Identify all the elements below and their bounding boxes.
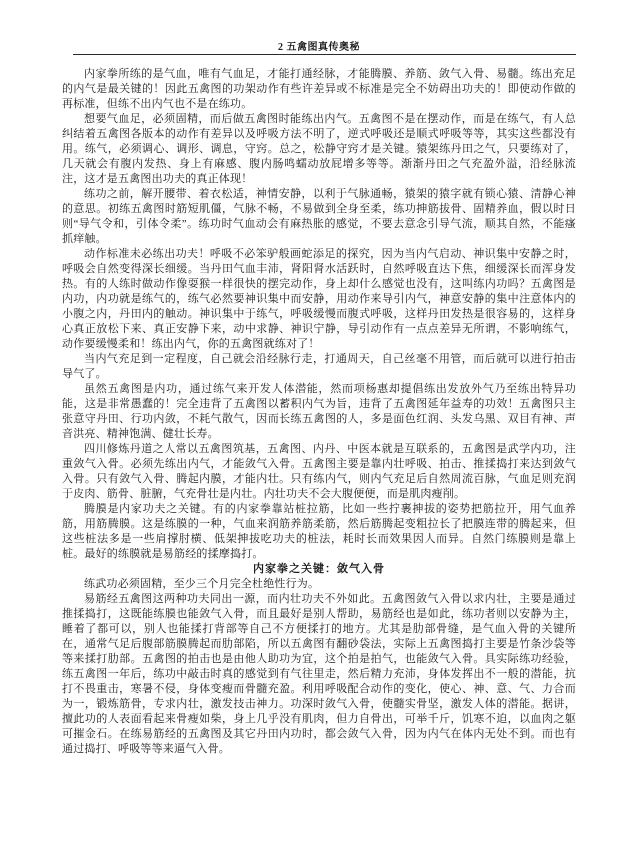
paragraph-2: 想要气血足，必须固精，而后做五禽图时能练出内气。五禽图不是在摆动作，而是在练气，有人总纠结着五禽图各版本的动作有差异以及呼吸方法不明了，逆式呼吸还是顺式呼吸等等，其实这些都没有用。练气，必须调心、调形、调息，守窍。总之，松静守窍才是关键。猿架练丹田之气，只要练对了，几天就会有腹内发热、身上有麻感、腹内肠鸣蠕动放屁增多等等。渐渐丹田之气充盈外溢，沿经脉流注，这才是五禽图出功夫的真正体现！: [62, 113, 576, 185]
paragraph-1: 内家拳所练的是气血，唯有气血足，才能打通经脉，才能腾膜、养筋、敛气入骨、易髓。练出充足的内气是最关键的！因此五禽图的功架动作有些许差异或不标准是完全不妨碍出功夫的！即使动作做的再标准，但练不出内气也不是在练功。: [62, 68, 576, 110]
paragraph-5: 当内气充足到一定程度，自己就会沿经脉行走，打通周天，自己丝毫不用管，而后就可以进行拍击导气了。: [62, 353, 576, 380]
section-heading: 内家拳之关键：敛气入骨: [253, 563, 385, 575]
header-rule: [73, 54, 576, 55]
document-body: [62, 67, 576, 757]
page-header: 2 五禽图真传奥秘: [278, 42, 360, 53]
paragraph-6: 虽然五禽图是内功，通过练气来开发人体潜能，然而项杨惠却提倡练出发放外气乃至练出特异功能，这是非常愚蠢的！完全违背了五禽图以蓄积内气为旨，违背了五禽图延年益寿的功效！五禽图只主张意守丹田、行功内敛，不耗气散气，因而长练五禽图的人，多是面色红润、头发乌黑、双目有神、声音洪亮、精神饱满、健壮长寿。: [62, 383, 576, 440]
paragraph-9: 练武功必须固精，至少三个月完全杜绝性行为。: [84, 578, 320, 590]
paragraph-3: 练功之前，解开腰带、着衣松适，神情安静，以利于气脉通畅，猿架的猿字就有锁心猿、清静心神的意思。初练五禽图时筋短肌僵，气脉不畅，不易做到全身至柔，练功抻筋拔骨、固精养血，假以时日则“导气令和，引体令柔”。练功时气血动会有麻热胀的感觉，不要去意念引导气流，顺其自然，不能瘙抓痒触。: [62, 188, 576, 245]
paragraph-7: 四川修炼丹道之人常以五禽图筑基，五禽图、内丹、中医本就是互联系的，五禽图是武学内功，注重敛气入骨。必须先练出内气，才能敛气入骨。五禽图主要是靠内壮呼吸、拍击、推揉捣打来达到敛气入骨。只有敛气入骨、腾起内膜，才能内壮。只有练内气，则内气充足后自然周流百脉，气血足则充润于皮肉、筋骨、脏腑，气充骨壮是内壮。内壮功夫不会大腹便便，而是肌肉瘦削。: [62, 443, 576, 500]
paragraph-8: 腾膜是内家功夫之关键。有的内家拳靠站桩拉筋，比如一些拧裹抻拔的姿势把筋拉开，用气血养筋，用筋腾膜。这是练膜的一种，气血来润筋养筋柔筋，然后筋腾起变粗拉长了把膜连带的腾起来，但这些桩法多是一些肩撑肘横、低架抻拔吃功夫的桩法，耗时长而效果因人而异。自然门练膜则是靠上桩。最好的练膜就是易筋经的揉摩捣打。: [62, 503, 576, 560]
paragraph-10: 易筋经五禽图这两种功夫同出一源，而内壮功夫不外如此。五禽图敛气入骨以求内壮，主要是通过推揉捣打，这既能练膜也能敛气入骨，而且最好是别人帮助，易筋经也是如此，练功者则以安静为主，睡着了都可以，别人也能揉打背部等自己不方便揉打的地方。尤其是肋部骨缝，是气血入骨的关键所在，通常气足后腹部筋膜腾起而肋部陷，所以五禽图有翻砂袋法，实际上五禽图捣打主要是竹条沙袋等等来揉打肋部。五禽图的拍击也是由他人助功为宜，这个拍是拍气，也能敛气入骨。具实际练功经验，练五禽图一年后，练功中敲击时真的感觉到有气往里走，然后精力充沛，身体发挥出不一般的潜能，抗打不畏重击，寒暑不侵，身体变瘦而骨髓充盈。利用呼吸配合动作的变化，使心、神、意、气、力合而为一，锻炼筋骨，专求内壮，激发技击神力。功深时敛气入骨，使髓实骨坚，激发人体的潜能。据讲，擅此功的人表面看起来骨瘦如柴，身上几乎没有肌肉，但力自骨出，可举千斤，饥寒不迫，以血肉之躯可摧金石。在练易筋经的五禽图及其它丹田内功时，都会敛气入骨，因为内气在体内无处不到。而也有通过捣打、呼吸等等来逼气入骨。: [62, 593, 576, 755]
paragraph-4: 动作标准未必练出功夫！呼吸不必笨驴般画蛇添足的探究，因为当内气启动、神识集中安静之时，呼吸会自然变得深长细缓。当丹田气血丰沛，肾阳肾水活跃时，自然呼吸直达下焦，细缓深长而浑身发热。有的人练时做动作像耍猴一样很快的摆完动作，身上却什么感觉也没有，这叫练内功吗？五禽图是内功，内功就是练气的，练气必然要神识集中而安静，用动作来导引内气，神意安静的集中注意体内的小腹之内，丹田内的触动。神识集中于练气，呼吸缓慢而腹式呼吸，这样丹田发热是很容易的，这样身心真正放松下来、真正安静下来，动中求静、神识宁静，导引动作有一点点差异无所谓，不影响练气，动作要缓慢柔和！练出内气，你的五禽图就练对了！: [62, 248, 576, 350]
